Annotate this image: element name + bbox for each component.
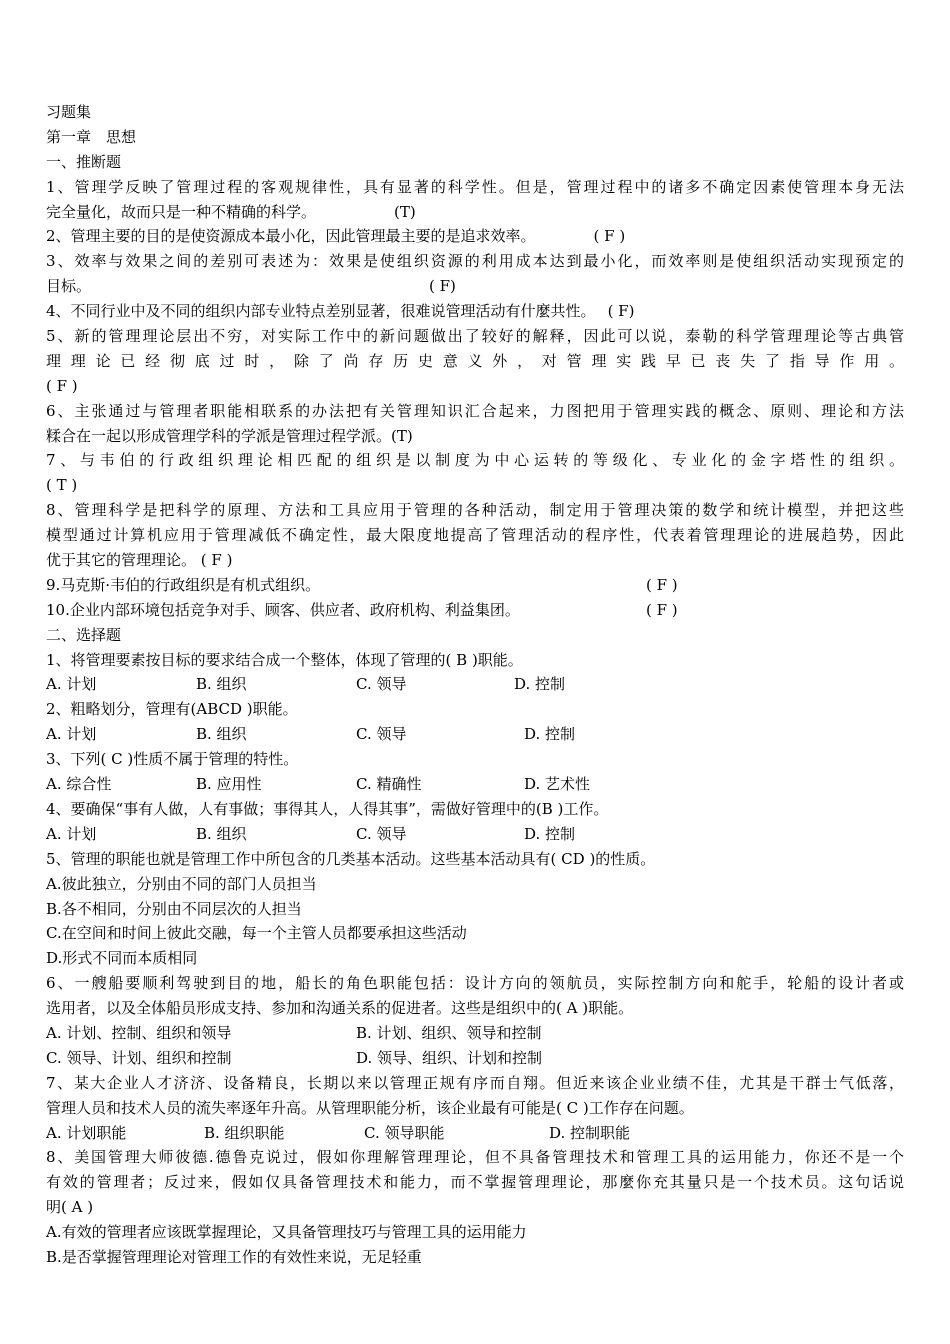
q2-line-1: 2、管理主要的目的是使资源成本最小化，因此管理最主要的是追求效率。 ( F ) [46, 227, 626, 246]
q7-line-1: 7、与韦伯的行政组织理论相匹配的组织是以制度为中心运转的等级化、专业化的金字塔性的组织。 [46, 451, 904, 470]
c7-options: A. 计划职能 B. 组织职能 C. 领导职能 D. 控制职能 [46, 1123, 631, 1142]
q8-line-3: 优于其它的管理理论。 ( F ) [46, 551, 233, 570]
q5-line-1: 5、新的管理理论层出不穷，对实际工作中的新问题做出了较好的解释，因此可以说，泰勒的科学管理理论等古典管 [46, 327, 904, 346]
c4-question: 4、要确保“事有人做，人有事做；事得其人，人得其事”，需做好管理中的(B )工作。 [46, 799, 609, 818]
c1-question: 1、将管理要素按目标的要求结合成一个整体，体现了管理的( B )职能。 [46, 650, 523, 669]
doc-title: 习题集 [46, 103, 92, 121]
q7-line-2: ( T ) [46, 476, 78, 495]
c6-question-line-2: 选用者，以及全体船员形成支持、参加和沟通关系的促进者。这些是组织中的( A )职能。 [46, 999, 634, 1018]
c3-options: A. 综合性 B. 应用性 C. 精确性 D. 艺术性 [46, 775, 591, 794]
c5-question: 5、管理的职能也就是管理工作中所包含的几类基本活动。这些基本活动具有( CD )的性质。 [46, 849, 656, 868]
q3-line-2: 目标。 ( F) [46, 277, 456, 296]
c3-question: 3、下列( C )性质不属于管理的特性。 [46, 750, 299, 769]
chapter-title: 第一章 思想 [46, 127, 137, 146]
c6-question-line-1: 6、一艘船要顺利驾驶到目的地，船长的角色职能包括：设计方向的领航员，实际控制方向和舵手，轮船的设计者或 [46, 974, 904, 993]
answer: ( F ) [593, 227, 626, 246]
c8-option-a: A.有效的管理者应该既掌握理论，又具备管理技巧与管理工具的运用能力 [46, 1223, 527, 1242]
q8-line-2: 模型通过计算机应用于管理减低不确定性，最大限度地提高了管理活动的程序性，代表着管理理论的进展趋势，因此 [46, 526, 904, 545]
c8-question-line-1: 8、美国管理大师彼德.德鲁克说过，假如你理解管理理论，但不具备管理技术和管理工具的运用能力，你还不是一个 [46, 1148, 904, 1167]
c7-question-line-2: 管理人员和技术人员的流失率逐年升高。从管理职能分析，该企业最有可能是( C )工作存在问题。 [46, 1098, 694, 1117]
answer: ( F ) [646, 575, 678, 594]
answer: ( F) [429, 277, 456, 296]
c5-option-d: D.形式不同而本质相同 [46, 949, 198, 968]
q1-line-2: 完全量化，故而只是一种不精确的科学。 (T) [46, 202, 416, 221]
section-heading-choice: 二、选择题 [46, 625, 122, 644]
c2-question: 2、粗略划分，管理有(ABCD )职能。 [46, 700, 298, 719]
q10-line-1: 10.企业内部环境包括竞争对手、顾客、供应者、政府机构、利益集团。 ( F ) [46, 600, 678, 619]
q3-line-1: 3、效率与效果之间的差别可表述为：效果是使组织资源的利用成本达到最小化，而效率则是使组织活动实现预定的 [46, 252, 904, 271]
q6-line-1: 6、主张通过与管理者职能相联系的办法把有关管理知识汇合起来，力图把用于管理实践的概念、原则、理论和方法 [46, 401, 904, 420]
answer: (T) [394, 202, 416, 221]
c5-option-b: B.各不相同，分别由不同层次的人担当 [46, 899, 302, 918]
c8-question-line-2: 有效的管理者；反过来，假如仅具备管理技术和能力，而不掌握管理理论，那麼你充其量只是一个技术员。这句话说 [46, 1173, 904, 1192]
q5-line-3: ( F ) [46, 376, 78, 395]
q4-line-1: 4、不同行业中及不同的组织内部专业特点差别显著，很难说管理活动有什麼共性。 ( F) [46, 302, 635, 321]
q8-line-1: 8、管理科学是把科学的原理、方法和工具应用于管理的各种活动，制定用于管理决策的数学和统计模型，并把这些 [46, 501, 904, 520]
c6-options-ab: A. 计划、控制、组织和领导 B. 计划、组织、领导和控制 [46, 1023, 542, 1042]
q9-line-1: 9.马克斯·韦伯的行政组织是有机式组织。 ( F ) [46, 575, 678, 594]
q5-line-2: 理 理 论 已 经 彻 底 过 时 ， 除 了 尚 存 历 史 意 义 外 ， 对 管 理 实 践 早 已 丧 失 了 指 导 作 用 。 [46, 351, 904, 370]
c8-question-line-3: 明( A ) [46, 1198, 94, 1217]
document-body [46, 100, 904, 1270]
section-heading-judgment: 一、推断题 [46, 152, 122, 171]
c6-options-cd: C. 领导、计划、组织和控制 D. 领导、组织、计划和控制 [46, 1048, 543, 1067]
c4-options: A. 计划 B. 组织 C. 领导 D. 控制 [46, 824, 576, 843]
c2-options: A. 计划 B. 组织 C. 领导 D. 控制 [46, 725, 576, 744]
c5-option-a: A.彼此独立，分别由不同的部门人员担当 [46, 874, 317, 893]
answer: ( F) [607, 302, 635, 321]
c7-question-line-1: 7、某大企业人才济济、设备精良，长期以来以管理正规有序而自翔。但近来该企业业绩不佳，尤其是干群士气低落， [46, 1073, 904, 1092]
q1-line-1: 1、管理学反映了管理过程的客观规律性，具有显著的科学性。但是，管理过程中的诸多不确定因素使管理本身无法 [46, 177, 904, 196]
answer: ( F ) [646, 600, 678, 619]
q6-line-2: 糅合在一起以形成管理学科的学派是管理过程学派。(T) [46, 426, 413, 445]
c5-option-c: C.在空间和时间上彼此交融，每一个主管人员都要承担这些活动 [46, 924, 467, 943]
c1-options: A. 计划 B. 组织 C. 领导 D. 控制 [46, 675, 566, 694]
c8-option-b: B.是否掌握管理理论对管理工作的有效性来说，无足轻重 [46, 1247, 422, 1266]
